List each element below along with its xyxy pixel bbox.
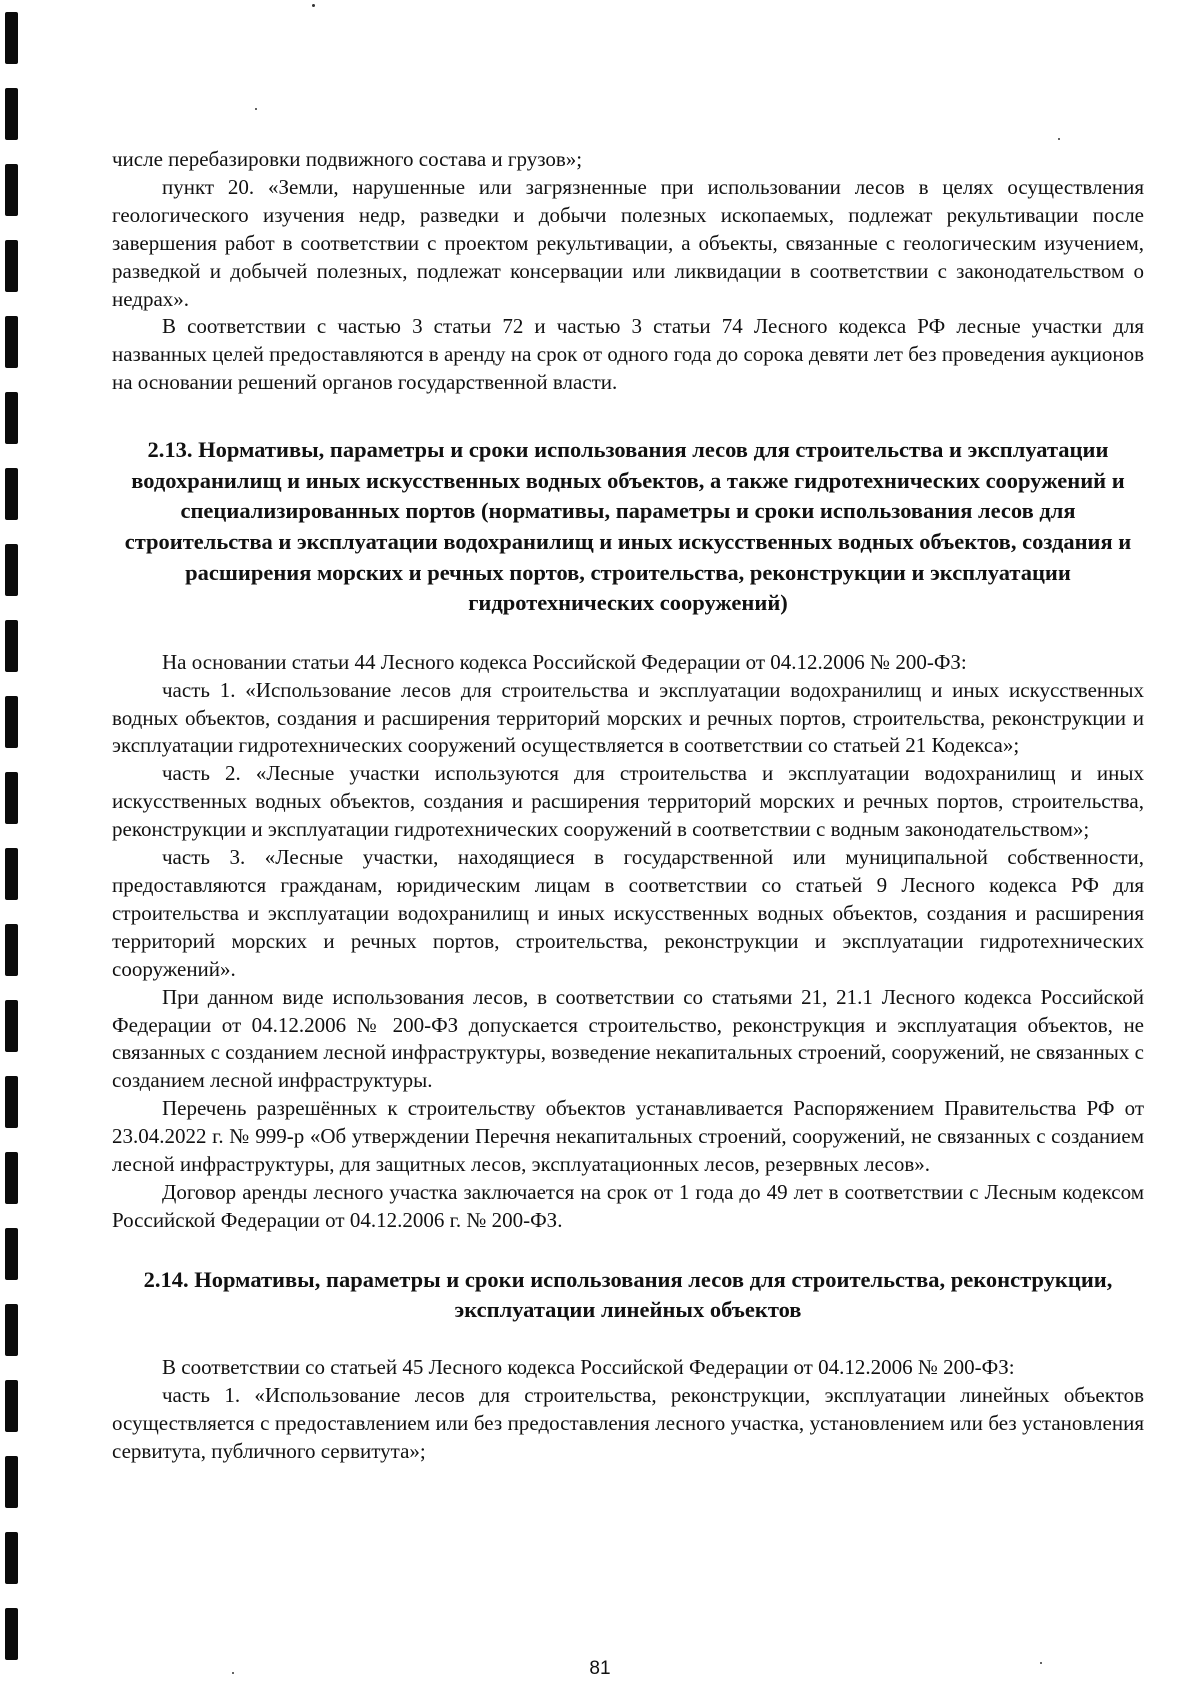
paragraph: В соответствии со статьей 45 Лесного кодекса Российской Федерации от 04.12.2006 № 200-ФЗ:	[162, 1354, 1015, 1379]
paragraph: часть 1. «Использование лесов для строительства и эксплуатации водохранилищ и иных искусственных водных объектов, создания и расширения территорий морских и речных портов, строительства, реконструкции и эксплуатации гидротехнических сооружений осуществляется в соответствии со статьей 21 Кодекса»;	[112, 677, 1144, 758]
paragraph: Договор аренды лесного участка заключается на срок от 1 года до 49 лет в соответствии с Лесным кодексом Российской Федерации от 04.12.2006 г. № 200-ФЗ.	[112, 1179, 1144, 1232]
paragraph: числе перебазировки подвижного состава и грузов»;	[112, 147, 583, 171]
paragraph: часть 1. «Использование лесов для строительства, реконструкции, эксплуатации линейных объектов осуществляется с предоставлением или без предоставления лесного участка, установлением или без установления сервитута, публичного сервитута»;	[112, 1382, 1144, 1463]
section-heading-2-14: 2.14. Нормативы, параметры и сроки использования лесов для строительства, реконструкции, эксплуатации линейных объектов	[143, 1266, 1113, 1323]
paragraph: Перечень разрешённых к строительству объектов устанавливается Распоряжением Правительства РФ от 23.04.2022 г. № 999-р «Об утверждении Перечня некапитальных строений, сооружений, не связанных с созданием лесной инфраструктуры, для защитных лесов, эксплуатационных лесов, резервных лесов».	[112, 1096, 1144, 1177]
document-page	[112, 146, 1144, 1466]
paragraph: пункт 20. «Земли, нарушенные или загрязненные при использовании лесов в целях осуществления геологического изучения недр, разведки и добычи полезных ископаемых, подлежат рекультивации после завершения работ в соответствии с проектом рекультивации, а объекты, связанные с геологическим изучением, разведкой и добычей полезных, подлежат консервации или ликвидации в соответствии с законодательством о недрах».	[112, 174, 1144, 311]
paragraph: На основании статьи 44 Лесного кодекса Российской Федерации от 04.12.2006 № 200-ФЗ:	[162, 649, 967, 674]
paragraph: В соответствии с частью 3 статьи 72 и частью 3 статьи 74 Лесного кодекса РФ лесные участки для названных целей предоставляются в аренду на срок от одного года до сорока девяти лет без проведения аукционов на основании решений органов государственной власти.	[112, 314, 1144, 395]
scan-speck	[312, 4, 315, 7]
page-number: 81	[589, 1658, 611, 1679]
scan-speck	[1058, 138, 1060, 140]
section-heading-2-13: 2.13. Нормативы, параметры и сроки использования лесов для строительства и эксплуатации водохранилищ и иных искусственных водных объектов, а также гидротехнических сооружений и специализированных портов (нормативы, параметры и сроки использования лесов для строительства и эксплуатации водохранилищ и иных искусственных водных объектов, создания и расширения морских и речных портов, строительства, реконструкции и эксплуатации гидротехнических сооружений)	[124, 437, 1132, 616]
paragraph: часть 2. «Лесные участки используются для строительства и эксплуатации водохранилищ и иных искусственных водных объектов, создания и расширения территорий морских и речных портов, строительства, реконструкции и эксплуатации гидротехнических сооружений в соответствии с водным законодательством»;	[112, 761, 1144, 842]
paragraph: При данном виде использования лесов, в соответствии со статьями 21, 21.1 Лесного кодекса Российской Федерации от 04.12.2006 № 200-ФЗ допускается строительство, реконструкция и эксплуатация объектов, не связанных с созданием лесной инфраструктуры, возведение некапитальных строений, сооружений, не связанных с созданием лесной инфраструктуры.	[112, 984, 1144, 1093]
binding-holes	[0, 0, 24, 1708]
scan-speck	[255, 108, 257, 110]
paragraph: часть 3. «Лесные участки, находящиеся в государственной или муниципальной собственности, предоставляются гражданам, юридическим лицам в соответствии со статьей 9 Лесного кодекса РФ для строительства и эксплуатации водохранилищ и иных искусственных водных объектов, создания и расширения территорий морских и речных портов, строительства, реконструкции и эксплуатации гидротехнических сооружений».	[112, 845, 1144, 981]
